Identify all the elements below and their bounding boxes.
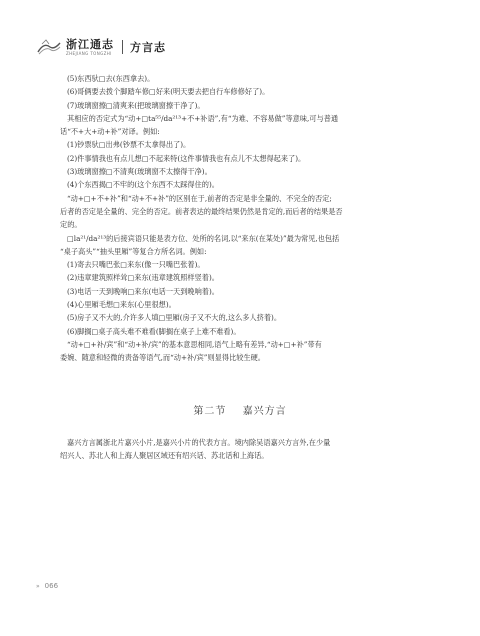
example-line: (1)寄去只嘴巴张□来东(像一只嘴巴张着)。 [67,260,205,270]
example-line: (6)哥俩要去拨个脚踏车修□好来(明天要去把自行车修修好了)。 [67,87,270,97]
example-line: (6)脚搁□桌子高头难不难看(脚搁在桌子上难不难看)。 [67,326,241,336]
paragraph-line: 话“不+大+动+补”对译。例如: [60,127,160,137]
example-line: (4)心里厢毛想□来东(心里很想)。 [67,300,176,310]
paragraph-line: “桌子高头”“抽头里厢”等复合方所名词。例如: [60,246,207,256]
page-header [36,36,166,58]
section-number: 第二节 [193,406,227,417]
paragraph-line: 其相应的否定式为“动+□ta⁵⁵/da²¹³+不+补语”,有“为难、不容易做”等意味,可与普通 [67,113,339,123]
example-line: (5)房子又不大的,介许多人填□里厢(房子又不大的,这么多人挤着)。 [67,313,282,323]
volume-title: 方言志 [130,41,166,54]
page-number: 066 [44,582,59,590]
paragraph-line: □la²¹/da²¹³的后接宾语只能是表方位、处所的名词,以“来东(在某处)”最为常见,也包括 [67,233,340,243]
example-line: (3)电话一天到晚响□来东(电话一天到晚响着)。 [67,286,219,296]
paragraph-line: “动+□+不+补”和“动+不+补”的区别在于,前者的否定是非全量的、不完全的否定; [67,193,332,203]
section-body [60,436,425,463]
header-divider [122,40,123,54]
paragraph-line: 后者的否定是全量的、完全的否定。前者表达的最终结果仍然是肯定的,而后者的结果是否 [60,206,343,216]
page-marker-icon: » [36,582,40,590]
paragraph-line: 委婉、随意和轻微的责备等语气,而“动+补/宾”则显得比较生硬。 [60,353,265,363]
brand [66,39,114,56]
example-line: (4)个东西揭□不牢的(这个东西不太踩得住的)。 [67,180,219,190]
paragraph-line: 绍兴人、苏北人和上海人聚居区域还有绍兴话、苏北话和上海话。 [60,451,269,461]
section-title: 嘉兴方言 [242,406,287,417]
brand-name-en: ZHEJIANG TONGZHI [66,50,112,56]
example-line: (1)钞票驮□出弗(钞票不太拿得出了)。 [67,140,191,150]
example-line: (3)玻璃窗擦□不清爽(玻璃窗不太擦得干净)。 [67,167,212,177]
logo-icon [36,38,62,56]
example-line: (2)件事情我也有点儿想□不起来特(这件事情我也有点儿不太想得起来了)。 [67,153,306,163]
example-line: (2)违章建筑照样耸□来东(违章建筑照样竖着)。 [67,273,219,283]
brand-name: 浙江通志 [66,37,114,51]
page-footer [36,582,58,590]
example-line: (7)玻璃窗擦□清爽来(把玻璃窗擦干净了)。 [67,100,205,110]
body-text [60,72,425,365]
paragraph-line: 定的。 [60,220,82,230]
paragraph-line: 嘉兴方言属浙北片嘉兴小片,是嘉兴小片的代表方言。境内除吴语嘉兴方言外,在少量 [67,438,331,447]
paragraph-line: “动+□+补/宾”和“动+补/宾”的基本意思相同,语气上略有差异,“动+□+补”带有 [67,339,322,349]
section-heading [0,402,480,417]
example-line: (5)东西驮□去(东西拿去)。 [67,74,155,83]
